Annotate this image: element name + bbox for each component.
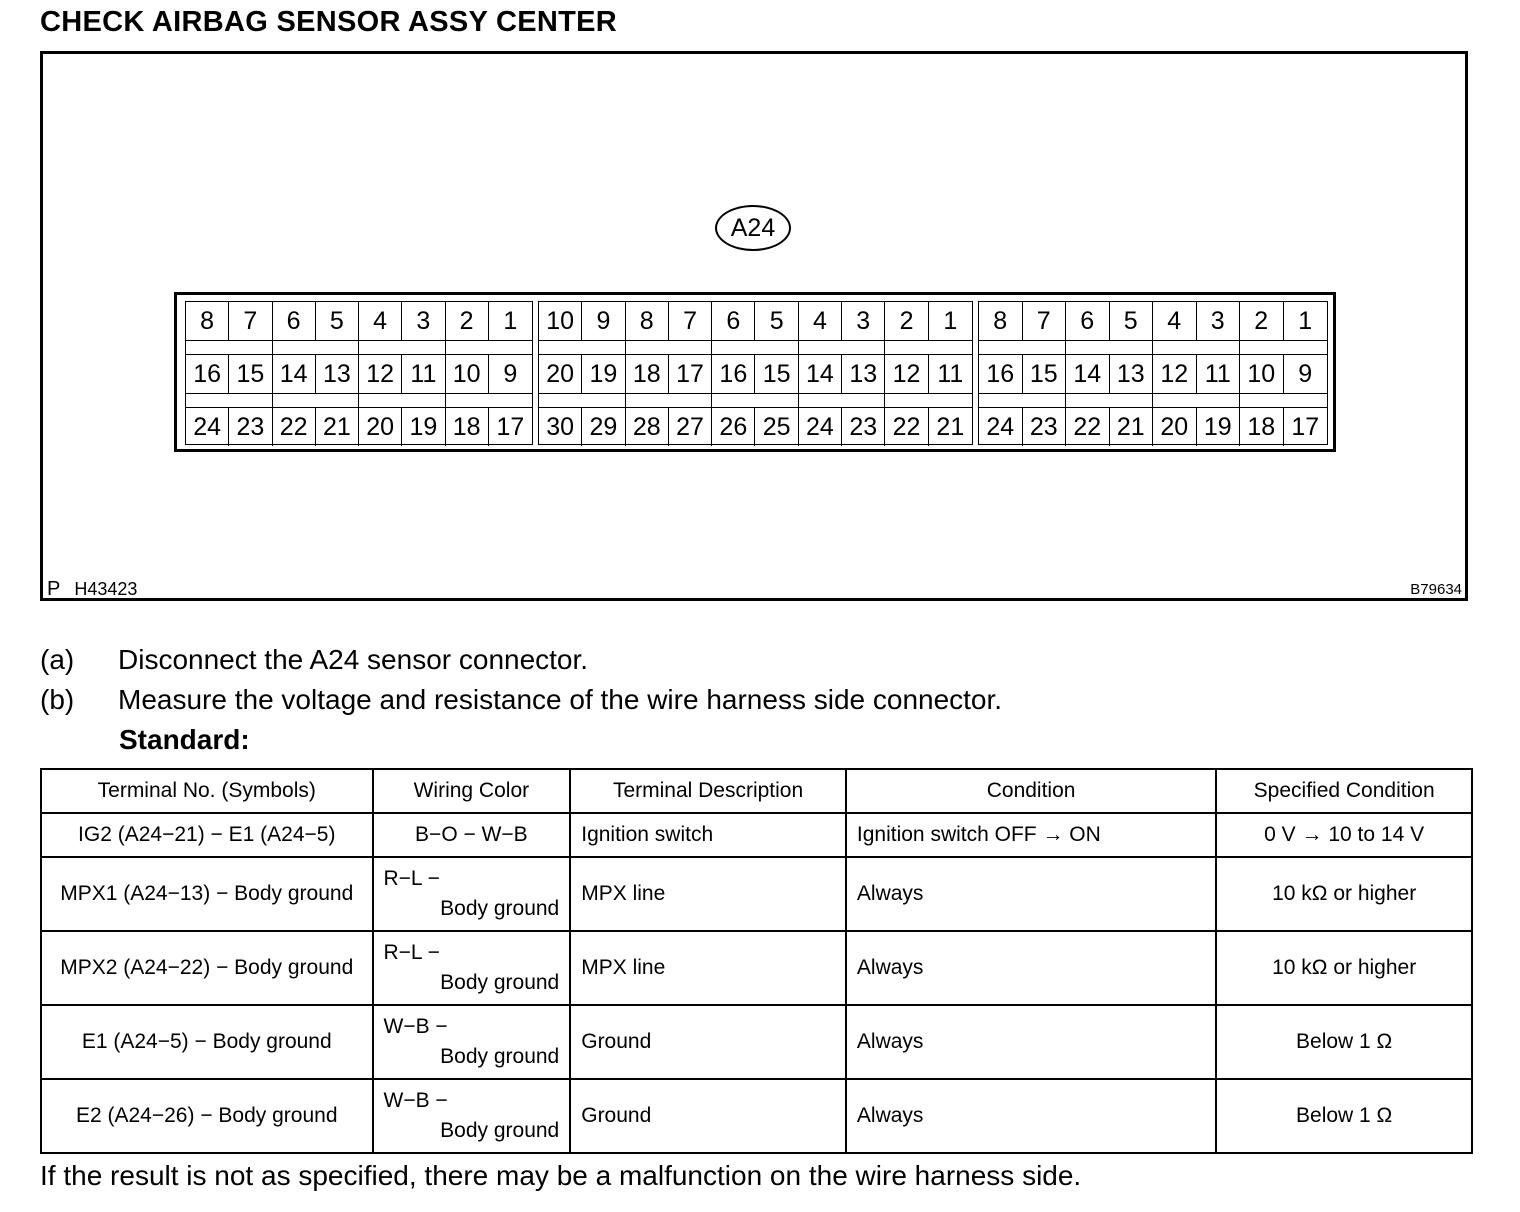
figure-right-code: B79634: [1410, 581, 1462, 598]
connector-row-separator: [186, 340, 532, 355]
cell-wiring-color: [373, 857, 571, 931]
cell-wiring-color: B−O − W−B: [373, 813, 571, 857]
cell-terminal: IG2 (A24−21) − E1 (A24−5): [41, 813, 373, 857]
footer-note: If the result is not as specified, there may be a malfunction on the wire harness side.: [40, 1160, 1082, 1191]
connector-pin: 5: [755, 302, 798, 340]
connector-pin: 6: [1066, 302, 1110, 340]
connector-pin: 16: [979, 355, 1023, 393]
connector-block: [978, 301, 1328, 445]
step-text: Disconnect the A24 sensor connector.: [118, 644, 589, 675]
table-row: [41, 931, 1472, 1005]
connector-pin: 11: [402, 355, 445, 393]
connector-row-separator: [979, 393, 1327, 408]
cell-condition: Ignition switch OFF → ON: [846, 813, 1216, 857]
connector-pin: 18: [446, 408, 489, 446]
cell-wiring-color: [373, 931, 571, 1005]
connector-label: A24: [715, 205, 791, 251]
connector-block: [538, 301, 973, 445]
cell-terminal: MPX2 (A24−22) − Body ground: [41, 931, 373, 1005]
step-item: [40, 684, 1002, 724]
connector-pin: 8: [626, 302, 669, 340]
connector-pin: 16: [186, 355, 229, 393]
connector-pin: 6: [273, 302, 316, 340]
table-row: [41, 1079, 1472, 1153]
header-condition: Condition: [846, 769, 1216, 813]
connector-pin: 11: [937, 359, 964, 388]
connector-pin: 23: [842, 408, 885, 446]
figure-left-mark: P: [47, 578, 61, 600]
cell-description: MPX line: [570, 857, 846, 931]
connector-pin: 19: [1197, 408, 1241, 446]
connector-pin: 12: [1153, 355, 1197, 393]
step-item: [40, 644, 1002, 684]
step-text: Measure the voltage and resistance of the wire harness side connector.: [118, 684, 1003, 715]
connector-pin: 5: [316, 302, 359, 340]
connector-pin: 29: [582, 408, 625, 446]
connector-pin: 21: [316, 408, 359, 446]
connector-pin: 7: [1023, 302, 1067, 340]
header-specified: Specified Condition: [1216, 769, 1472, 813]
connector-pin: 4: [359, 302, 402, 340]
connector-pin: 13: [842, 355, 885, 393]
connector-pin: 3: [1197, 302, 1241, 340]
connector-pin: 6: [712, 302, 755, 340]
connector-pin: 15: [1023, 355, 1067, 393]
cell-wiring-color: [373, 1079, 571, 1153]
connector-pin: 23: [1023, 408, 1067, 446]
connector-pin: 3: [402, 302, 445, 340]
connector-pin: 10: [446, 355, 489, 393]
connector-pin: 4: [1153, 302, 1197, 340]
connector-pin: 15: [229, 355, 272, 393]
connector-pin: 20: [1153, 408, 1197, 446]
wiring-color-line2: Body ground: [440, 1045, 560, 1068]
connector-pin: 18: [1240, 408, 1284, 446]
connector-pin: 1: [1298, 306, 1313, 335]
table-row: [41, 857, 1472, 931]
connector-pin: 18: [626, 355, 669, 393]
connector-pin: 24: [186, 408, 229, 446]
connector-pin: 9: [1298, 359, 1313, 388]
connector-pin: 12: [885, 355, 928, 393]
connector-pin: 20: [359, 408, 402, 446]
cell-terminal: E1 (A24−5) − Body ground: [41, 1005, 373, 1079]
connector-pin: 3: [842, 302, 885, 340]
header-terminal: Terminal No. (Symbols): [41, 769, 373, 813]
figure-left-code-text: H43423: [74, 579, 138, 599]
header-wiring-color: Wiring Color: [373, 769, 571, 813]
connector-pin: 1: [503, 306, 518, 335]
standard-label: Standard:: [119, 724, 250, 755]
connector-row-separator: [186, 393, 532, 408]
connector-pin: 7: [669, 302, 712, 340]
cell-specified: 10 kΩ or higher: [1216, 857, 1472, 931]
cell-description: MPX line: [570, 931, 846, 1005]
connector-pin: 7: [229, 302, 272, 340]
wiring-color-line1: R−L −: [383, 941, 440, 964]
connector-pin: 14: [273, 355, 316, 393]
connector-pin: 28: [626, 408, 669, 446]
connector-pin: 25: [755, 408, 798, 446]
connector-pin: 9: [582, 302, 625, 340]
connector-block: [185, 301, 533, 445]
connector-pin: 24: [979, 408, 1023, 446]
table-row: [41, 813, 1472, 857]
connector-pin: 24: [799, 408, 842, 446]
wiring-color-line1: R−L −: [383, 867, 440, 890]
connector-pin: 21: [1110, 408, 1154, 446]
cell-specified: 10 kΩ or higher: [1216, 931, 1472, 1005]
connector-pin: 26: [712, 408, 755, 446]
table-row: [41, 1005, 1472, 1079]
connector-pin: 8: [186, 302, 229, 340]
header-description: Terminal Description: [570, 769, 846, 813]
connector-pin: 17: [1291, 412, 1320, 441]
connector-pin: 21: [936, 412, 965, 441]
connector-diagram: [174, 292, 1336, 452]
cell-condition: Always: [846, 1005, 1216, 1079]
step-label: (a): [40, 644, 75, 675]
connector-pin: 11: [1197, 355, 1241, 393]
connector-pin: 14: [1066, 355, 1110, 393]
connector-pin: 22: [1066, 408, 1110, 446]
cell-description: Ignition switch: [570, 813, 846, 857]
connector-pin: 9: [503, 359, 518, 388]
connector-pin: 2: [446, 302, 489, 340]
cell-terminal: MPX1 (A24−13) − Body ground: [41, 857, 373, 931]
connector-pin: 12: [359, 355, 402, 393]
page-title: CHECK AIRBAG SENSOR ASSY CENTER: [40, 6, 618, 38]
connector-pin: 19: [582, 355, 625, 393]
connector-pin: 5: [1110, 302, 1154, 340]
cell-wiring-color: [373, 1005, 571, 1079]
connector-pin: 22: [273, 408, 316, 446]
connector-pin: 4: [799, 302, 842, 340]
connector-pin: 2: [1240, 302, 1284, 340]
connector-pin: 15: [755, 355, 798, 393]
connector-pin: 17: [496, 412, 525, 441]
connector-pin: 17: [669, 355, 712, 393]
cell-description: Ground: [570, 1079, 846, 1153]
wiring-color-line1: W−B −: [383, 1015, 448, 1038]
cell-terminal: E2 (A24−26) − Body ground: [41, 1079, 373, 1153]
connector-pin: 14: [799, 355, 842, 393]
connector-pin: 13: [1110, 355, 1154, 393]
connector-row-separator: [539, 340, 972, 355]
connector-pin: 10: [539, 302, 582, 340]
cell-condition: Always: [846, 931, 1216, 1005]
connector-pin: 1: [943, 306, 958, 335]
connector-pin: 30: [539, 408, 582, 446]
connector-pin: 27: [669, 408, 712, 446]
figure-left-code: [47, 578, 137, 601]
step-list: [40, 644, 1002, 724]
connector-row-separator: [539, 393, 972, 408]
wiring-color-line2: Body ground: [440, 897, 560, 920]
connector-pin: 13: [316, 355, 359, 393]
connector-row-separator: [979, 340, 1327, 355]
wiring-color-line2: Body ground: [440, 1119, 560, 1142]
connector-pin: 16: [712, 355, 755, 393]
connector-pin: 2: [885, 302, 928, 340]
wiring-color-line1: W−B −: [383, 1089, 448, 1112]
cell-condition: Always: [846, 1079, 1216, 1153]
connector-pin: 20: [539, 355, 582, 393]
cell-specified: 0 V → 10 to 14 V: [1216, 813, 1472, 857]
connector-pin: 10: [1240, 355, 1284, 393]
cell-specified: Below 1 Ω: [1216, 1005, 1472, 1079]
step-label: (b): [40, 684, 75, 715]
cell-specified: Below 1 Ω: [1216, 1079, 1472, 1153]
connector-pin: 22: [885, 408, 928, 446]
connector-pin: 8: [979, 302, 1023, 340]
cell-condition: Always: [846, 857, 1216, 931]
spec-table: [40, 768, 1473, 1154]
connector-pin: 23: [229, 408, 272, 446]
cell-description: Ground: [570, 1005, 846, 1079]
wiring-color-line2: Body ground: [440, 971, 560, 994]
connector-pin: 19: [402, 408, 445, 446]
